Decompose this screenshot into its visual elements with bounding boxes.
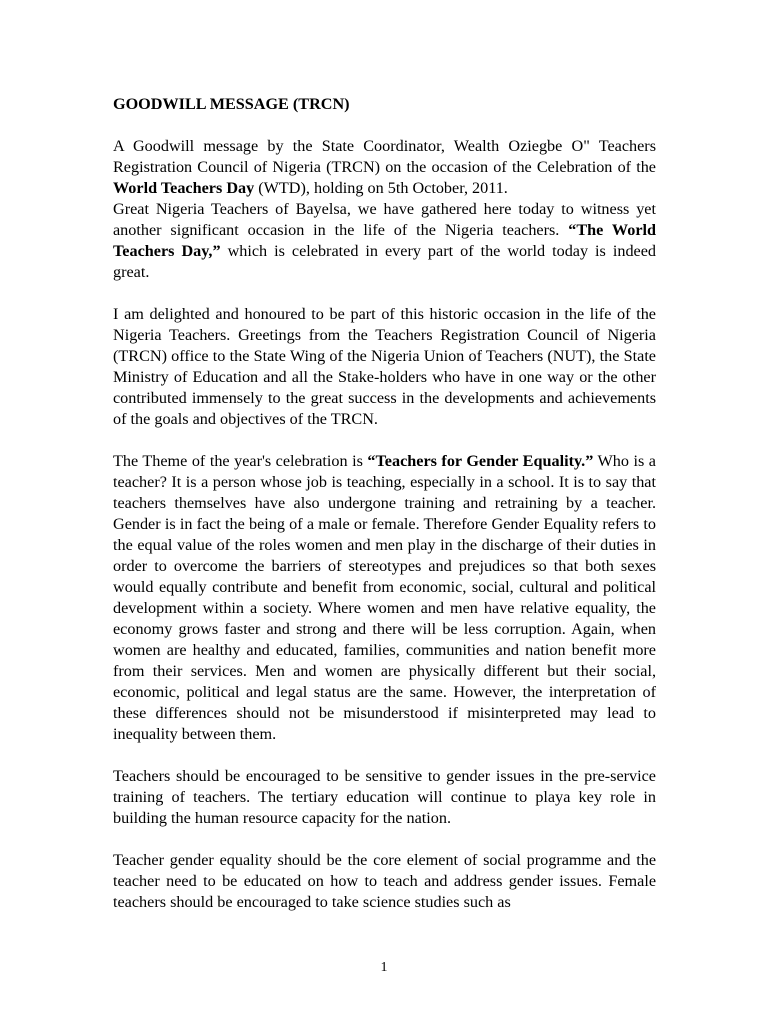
paragraph-delighted: I am delighted and honoured to be part of this historic occasion in the life of the Nigeria Teachers. Greetings from the Teachers Registration Council of Nigeria (TRCN) office to the State Wing of the Nigeria Union of Teachers (NUT), the State Ministry of Education and all the Stake-holders who have in one way or the other contributed immensely to the great success in the developments and achievements of the goals and objectives of the TRCN. [113,305,656,428]
document-heading: GOODWILL MESSAGE (TRCN) [113,95,350,113]
text-span: which is celebrated in every part of the world today is indeed great. [113,242,656,281]
paragraph-theme [113,451,656,745]
text-span: The Theme of the year's celebration is [113,452,368,470]
text-span: A Goodwill message by the State Coordinator, Wealth Oziegbe O" Teachers Registration Council of Nigeria (TRCN) on the occasion of the Celebration of the [113,137,656,176]
bold-theme-title: “Teachers for Gender Equality.” [367,452,594,470]
paragraph-core-element: Teacher gender equality should be the core element of social programme and the teacher need to be educated on how to teach and address gender issues. Female teachers should be encouraged to take science studies such as [113,851,656,911]
bold-quote-world-teachers-day: “The World Teachers Day,” [113,221,657,260]
text-span: Who is a teacher? It is a person whose job is teaching, especially in a school. It is to say that teachers themselves have also undergone training and retraining by a teacher. Gender is in fact the being of a male or female. Therefore Gender Equality refers to the equal value of the roles women and men play in the discharge of their duties in order to overcome the barriers of stereotypes and prejudices so that both sexes would equally contribute and benefit from economic, social, cultural and political development within a society. Where women and men have relative equality, the economy grows faster and strong and there will be less corruption. Again, when women are healthy and educated, families, communities and nation benefit more from their services. Men and women are physically different but their social, economic, political and legal status are the same. However, the interpretation of these differences should not be misunderstood if misinterpreted may lead to inequality between them. [113,452,656,743]
bold-world-teachers-day: World Teachers Day [113,179,255,197]
paragraph-goodwill-intro [113,136,656,199]
paragraph-greeting [113,199,656,283]
text-span: (WTD), holding on 5th October, 2011. [254,179,508,197]
paragraph-teachers-sensitive: Teachers should be encouraged to be sensitive to gender issues in the pre-service training of teachers. The tertiary education will continue to playa key role in building the human resource capacity for the nation. [113,767,656,827]
text-span: Great Nigeria Teachers of Bayelsa, we have gathered here today to witness yet another significant occasion in the life of the Nigeria teachers. [113,200,656,239]
page-number: 1 [380,960,388,975]
document-body [113,94,656,913]
